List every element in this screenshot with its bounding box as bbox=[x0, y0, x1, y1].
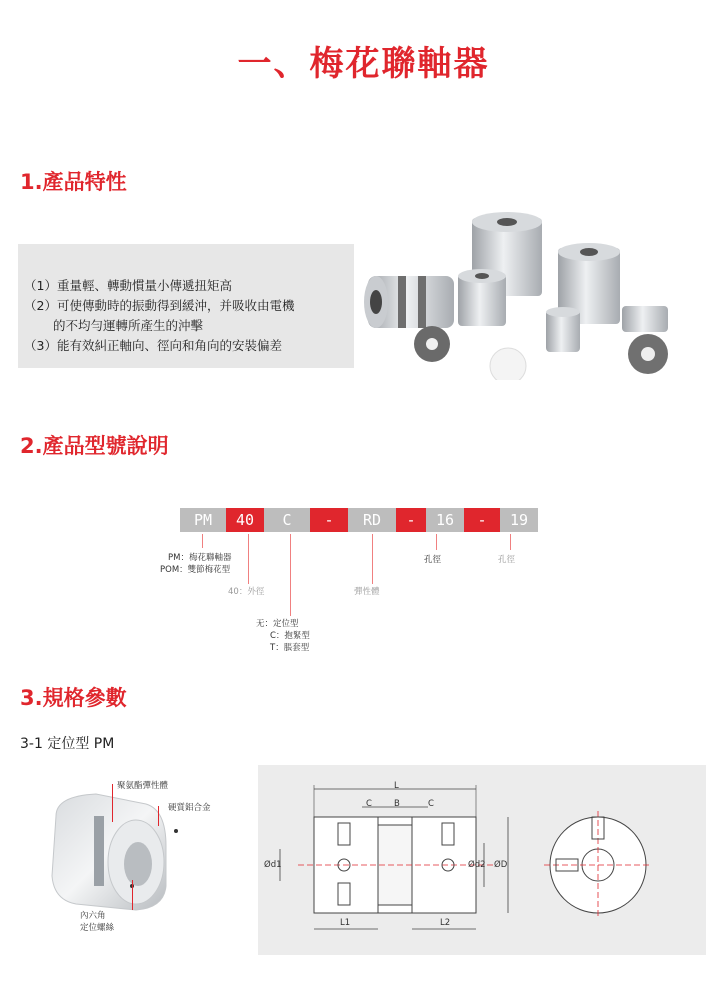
callout-elastomer: 聚氨酯彈性體 bbox=[117, 781, 169, 791]
dim-L: L bbox=[394, 781, 399, 791]
page-title: 一、梅花聯軸器 bbox=[237, 44, 490, 84]
label-type-none: 无：定位型 bbox=[256, 619, 299, 629]
coupling-render bbox=[36, 776, 196, 926]
leader-line bbox=[510, 534, 511, 550]
label-bore1: 孔徑 bbox=[424, 555, 442, 565]
label-pom: POM：雙節梅花型 bbox=[160, 565, 231, 575]
label-type-c: C：抱緊型 bbox=[270, 631, 310, 641]
callout-line bbox=[158, 806, 159, 826]
callout-line bbox=[132, 880, 133, 910]
dim-d1: Ød1 bbox=[264, 860, 282, 870]
code-segment-series: PM bbox=[180, 508, 226, 532]
feature-line-2: （2）可使傳動時的振動得到緩沖，并吸收由電機 bbox=[24, 298, 295, 313]
label-size: 40：外徑 bbox=[228, 587, 265, 597]
code-segment-bore1: 16 bbox=[426, 508, 464, 532]
callout-screw-1: 內六角 bbox=[80, 911, 106, 921]
code-segment-elastic: RD bbox=[348, 508, 396, 532]
dim-L2: L2 bbox=[440, 918, 451, 928]
label-pm: PM：梅花聯軸器 bbox=[168, 553, 232, 563]
dim-L1: L1 bbox=[340, 918, 351, 928]
label-bore2: 孔徑 bbox=[498, 555, 516, 565]
code-separator: - bbox=[310, 508, 348, 532]
model-code-bar bbox=[180, 508, 538, 532]
code-segment-size: 40 bbox=[226, 508, 264, 532]
leader-line bbox=[248, 534, 249, 584]
dim-D: ØD bbox=[494, 860, 508, 870]
feature-line-1: （1）重量輕、轉動慣量小傳遞扭矩高 bbox=[24, 278, 232, 293]
code-segment-type: C bbox=[264, 508, 310, 532]
leader-line bbox=[436, 534, 437, 550]
subsection-title: 3-1 定位型 PM bbox=[20, 736, 115, 752]
dim-B: B bbox=[394, 799, 400, 809]
code-segment-bore2: 19 bbox=[500, 508, 538, 532]
dim-d2: Ød2 bbox=[468, 860, 486, 870]
feature-line-3: 的不均勻運轉所產生的沖擊 bbox=[24, 318, 203, 333]
code-separator: - bbox=[396, 508, 426, 532]
label-elastic: 彈性體 bbox=[354, 587, 380, 597]
callout-screw-2: 定位螺絲 bbox=[80, 923, 115, 933]
leader-line bbox=[202, 534, 203, 548]
product-photo bbox=[356, 206, 716, 380]
leader-line bbox=[290, 534, 291, 616]
section-heading-specs: 3.規格參數 bbox=[20, 686, 127, 710]
section-heading-model: 2.產品型號說明 bbox=[20, 434, 169, 458]
section-heading-features: 1.產品特性 bbox=[20, 170, 127, 194]
callout-line bbox=[112, 784, 113, 822]
code-separator: - bbox=[464, 508, 500, 532]
dim-C-right: C bbox=[428, 799, 434, 809]
dim-C-left: C bbox=[366, 799, 372, 809]
label-type-t: T：脹套型 bbox=[270, 643, 310, 653]
leader-line bbox=[372, 534, 373, 584]
callout-alloy: 硬質鋁合金 bbox=[168, 803, 211, 813]
feature-line-4: （3）能有效糾正軸向、徑向和角向的安裝偏差 bbox=[24, 338, 282, 353]
